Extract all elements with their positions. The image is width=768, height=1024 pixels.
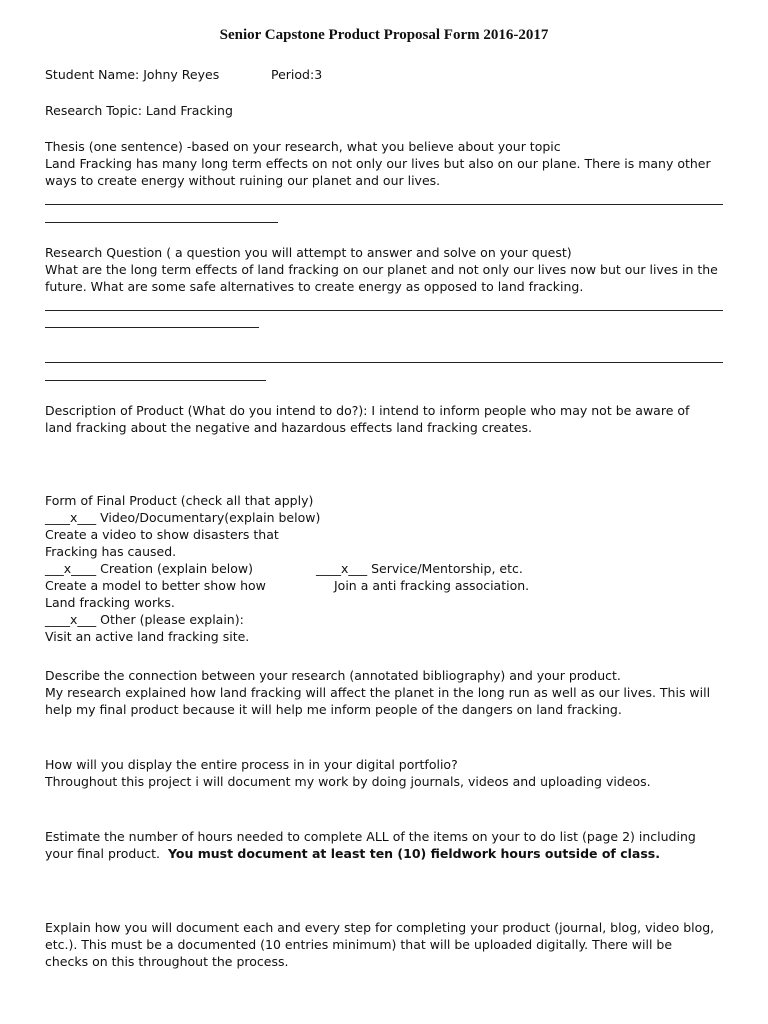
service-option: ____x___ Service/Mentorship, etc. xyxy=(316,561,523,576)
thesis-section xyxy=(45,138,711,189)
form-section xyxy=(45,492,320,645)
answer-rule xyxy=(45,362,723,363)
connection-answer-line: My research explained how land fracking will affect the planet in the long run as well as our lives. This will xyxy=(45,685,711,700)
description-section xyxy=(45,402,689,436)
period: Period:3 xyxy=(271,67,323,82)
thesis-answer-line: ways to create energy without ruining our planet and our lives. xyxy=(45,173,441,188)
documentation-line: checks on this throughout the process. xyxy=(45,954,289,969)
connection-answer-line: help my final product because it will help me inform people of the dangers on land fracking. xyxy=(45,702,622,717)
video-explanation: Create a video to show disasters that xyxy=(45,527,279,542)
question-section xyxy=(45,244,718,295)
page-title: Senior Capstone Product Proposal Form 2016-2017 xyxy=(219,27,549,43)
service-explanation: Join a anti fracking association. xyxy=(334,578,530,593)
connection-section xyxy=(45,667,710,718)
hours-prompt-plain: your final product. xyxy=(45,846,168,861)
answer-rule xyxy=(45,327,259,328)
thesis-prompt: Thesis (one sentence) -based on your research, what you believe about your topic xyxy=(45,139,561,154)
question-prompt: Research Question ( a question you will attempt to answer and solve on your quest) xyxy=(45,245,572,260)
documentation-line: Explain how you will document each and every step for completing your product (journal, blog, video blog, xyxy=(45,920,715,935)
portfolio-prompt: How will you display the entire process in in your digital portfolio? xyxy=(45,757,458,772)
documentation-section xyxy=(45,919,714,970)
question-answer-line: What are the long term effects of land fracking on our planet and not only our lives now but our lives in the xyxy=(45,262,718,277)
description-line: land fracking about the negative and hazardous effects land fracking creates. xyxy=(45,420,532,435)
creation-option: ___x____ Creation (explain below) xyxy=(45,561,254,576)
answer-rule xyxy=(45,310,723,311)
portfolio-answer: Throughout this project i will document my work by doing journals, videos and uploading videos. xyxy=(45,774,651,789)
thesis-answer-line: Land Fracking has many long term effects on not only our lives but also on our plane. There is many other xyxy=(45,156,711,171)
hours-prompt-line2 xyxy=(45,845,696,862)
video-explanation: Fracking has caused. xyxy=(45,544,177,559)
other-option: ____x___ Other (please explain): xyxy=(45,612,244,627)
hours-prompt: Estimate the number of hours needed to complete ALL of the items on your to do list (page 2) including xyxy=(45,829,696,844)
hours-requirement: You must document at least ten (10) fieldwork hours outside of class. xyxy=(167,846,660,861)
connection-prompt: Describe the connection between your research (annotated bibliography) and your product. xyxy=(45,668,621,683)
creation-explanation: Land fracking works. xyxy=(45,595,175,610)
documentation-line: etc.). This must be a documented (10 entries minimum) that will be uploaded digitally. There will be xyxy=(45,937,673,952)
answer-rule xyxy=(45,380,266,381)
answer-rule xyxy=(45,204,723,205)
video-option: ____x___ Video/Documentary(explain below) xyxy=(45,510,321,525)
description-line: Description of Product (What do you intend to do?): I intend to inform people who may not be aware of xyxy=(45,403,690,418)
research-topic: Research Topic: Land Fracking xyxy=(45,103,233,118)
form-heading: Form of Final Product (check all that apply) xyxy=(45,493,314,508)
student-name: Student Name: Johny Reyes xyxy=(45,67,220,82)
answer-rule xyxy=(45,222,278,223)
hours-section xyxy=(45,828,696,862)
creation-explanation: Create a model to better show how xyxy=(45,578,266,593)
portfolio-section xyxy=(45,756,651,790)
question-answer-line: future. What are some safe alternatives to create energy as opposed to land fracking. xyxy=(45,279,584,294)
other-explanation: Visit an active land fracking site. xyxy=(45,629,250,644)
